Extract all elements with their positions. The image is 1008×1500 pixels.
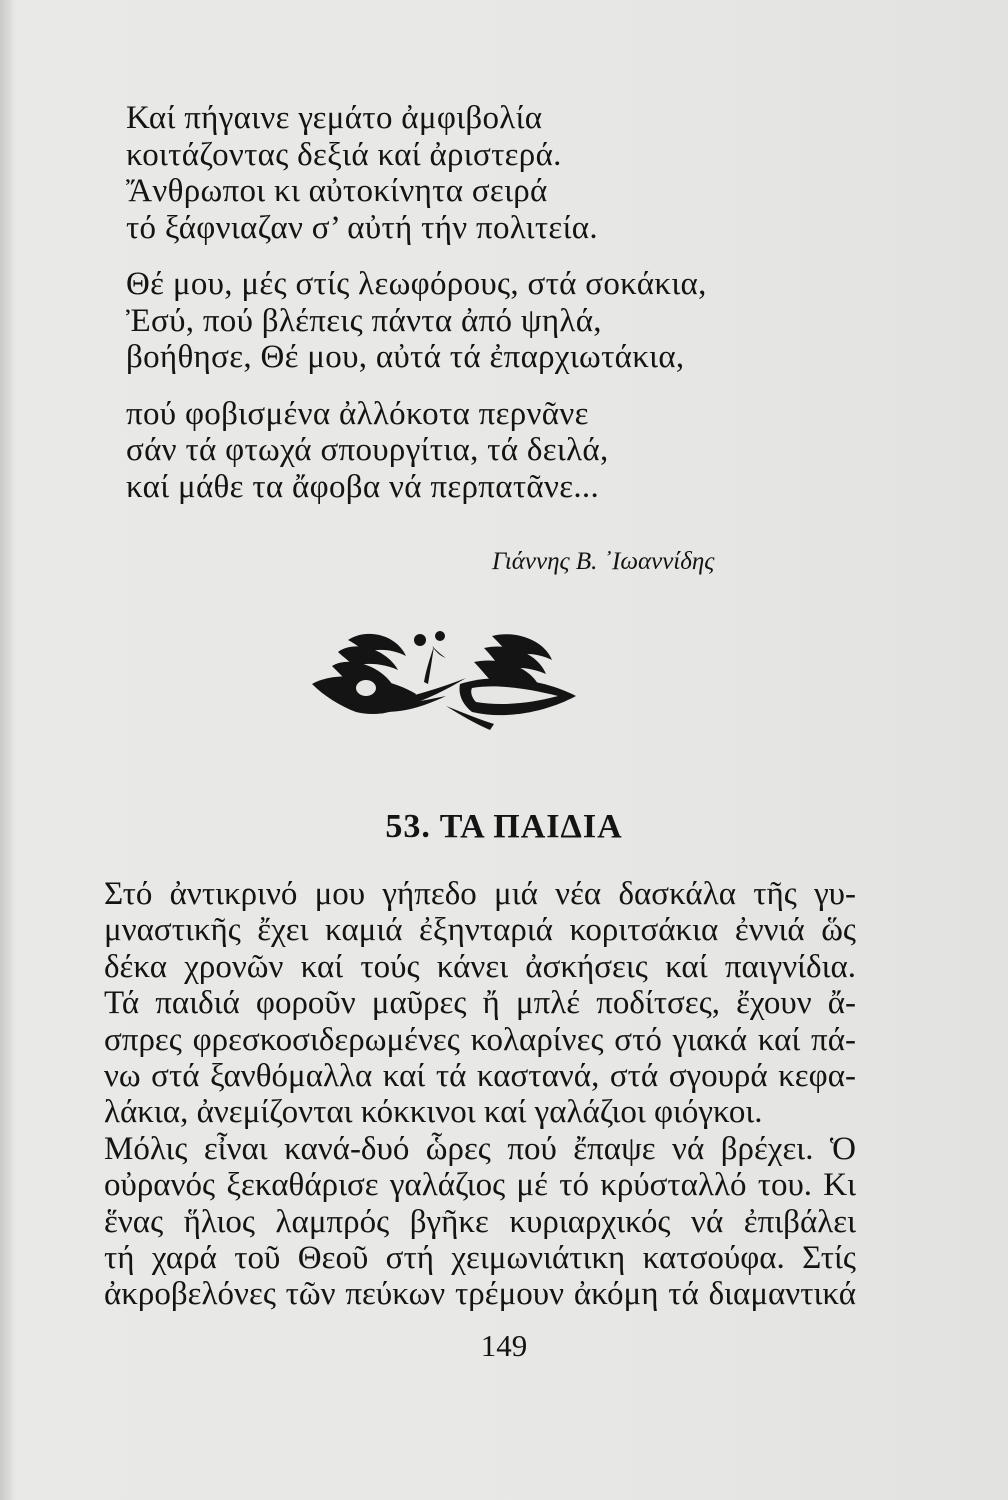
poem-author: Γιάννης Β. ᾿Ιωαννίδης <box>492 548 715 575</box>
poem-line: καί μάθε τα ἄφοβα νά περπατᾶνε... <box>126 468 599 505</box>
floral-ornament-icon <box>296 626 586 732</box>
text-line: ἕνας ἥλιος λαμπρός βγῆκε κυριαρχικός νά ἐπιβάλει <box>104 1203 856 1240</box>
poem-stanza-1 <box>126 100 826 246</box>
paragraph-1 <box>104 876 856 1131</box>
text-line: Μόλις εἶναι κανά-δυό ὧρες πού ἔπαψε νά βρέχει. Ὁ <box>104 1130 856 1167</box>
poem-stanza-2 <box>126 266 826 376</box>
text-line: Τά παιδιά φοροῦν μαῦρες ἤ μπλέ ποδίτσες, ἔχουν ἄ- <box>104 985 856 1022</box>
text-line: Στό ἀντικρινό μου γήπεδο μιά νέα δασκάλα τῆς γυ- <box>104 876 856 912</box>
poem-line: κοιτάζοντας δεξιά καί ἀριστερά. <box>126 136 562 173</box>
page-number: 149 <box>480 1328 528 1363</box>
text-line: σπρες φρεσκοσιδερωμένες κολαρίνες στό γιακά καί πά- <box>104 1021 856 1058</box>
chapter-title: 53. ΤΑ ΠΑΙΔΙΑ <box>385 808 623 845</box>
poem-line: σάν τά φτωχά σπουργίτια, τά δειλά, <box>126 432 609 468</box>
poem-line: Ἐσύ, πού βλέπεις πάντα ἀπό ψηλά, <box>126 302 602 339</box>
text-line: λάκια, ἀνεμίζονται κόκκινοι καί γαλάζιοι φιόγκοι. <box>104 1094 763 1131</box>
text-line: μναστικῆς ἔχει καμιά ἐξηνταριά κοριτσάκια ἐννιά ὥς <box>104 912 856 949</box>
text-line: τή χαρά τοῦ Θεοῦ στή χειμωνιάτικη κατσούφα. Στίς <box>104 1240 856 1277</box>
poem <box>126 100 826 525</box>
poem-line: πού φοβισμένα ἀλλόκοτα περνᾶνε <box>126 395 589 432</box>
poem-line: βοήθησε, Θέ μου, αὐτά τά ἐπαρχιωτάκια, <box>126 339 685 375</box>
text-line: ἀκροβελόνες τῶν πεύκων τρέμουν ἀκόμη τά διαμαντικά <box>104 1276 856 1313</box>
poem-line: Καί πήγαινε γεμάτο ἀμφιβολία <box>126 100 543 136</box>
poem-line: τό ξάφνιαζαν σ’ αὐτή τήν πολιτεία. <box>126 209 598 246</box>
page-spine-shadow <box>0 0 12 1500</box>
paragraph-2 <box>104 1131 856 1313</box>
chapter-body <box>104 876 856 1313</box>
poem-line: Θέ μου, μές στίς λεωφόρους, στά σοκάκια, <box>126 266 707 302</box>
text-line: νω στά ξανθόμαλλα καί τά καστανά, στά σγουρά κεφα- <box>104 1058 856 1095</box>
poem-stanza-3 <box>126 396 826 506</box>
poem-line: Ἄνθρωποι κι αὐτοκίνητα σειρά <box>126 173 548 209</box>
text-line: οὐρανός ξεκαθάρισε γαλάζιος μέ τό κρύσταλλό του. Κι <box>104 1167 856 1204</box>
text-line: δέκα χρονῶν καί τούς κάνει ἀσκήσεις καί παιγνίδια. <box>104 948 856 985</box>
